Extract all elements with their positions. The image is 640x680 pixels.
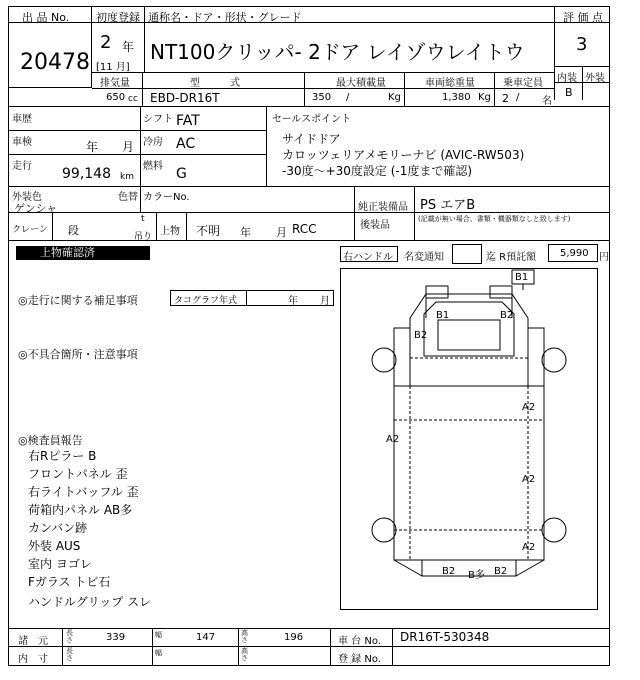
shift-label: シフト bbox=[143, 114, 173, 125]
inspector-line: Fガラス トビ石 bbox=[28, 575, 111, 589]
length-value: 339 bbox=[106, 632, 126, 643]
grade-label: 評 価 点 bbox=[563, 11, 603, 24]
fuel-value: G bbox=[176, 166, 187, 182]
inspector-line: 室内 ヨゴレ bbox=[28, 557, 92, 571]
lot-label: 出 品 No. bbox=[22, 11, 70, 24]
damage-b2-right: B2 bbox=[500, 310, 514, 321]
crane-label: クレーン bbox=[12, 225, 48, 235]
max-load: 350 bbox=[312, 92, 332, 103]
inspection-label: 車検 bbox=[12, 137, 32, 148]
inner-height-label: 高さ bbox=[241, 647, 248, 662]
rhd-label: 右ハンドル bbox=[343, 252, 393, 263]
mileage-value: 99,148 bbox=[62, 166, 111, 182]
equipment-value: PS エアB bbox=[420, 198, 476, 213]
max-load-label: 最大積載量 bbox=[336, 78, 386, 89]
damage-a2-right-mid: A2 bbox=[522, 474, 536, 485]
defects-label: ◎不具合箇所・注意事項 bbox=[18, 348, 138, 361]
inspector-line: ハンドルグリップ スレ bbox=[28, 595, 152, 609]
lot-number: 20478 bbox=[20, 50, 90, 75]
truck-diagram bbox=[340, 268, 598, 610]
selling-point-3: -30度～+30度設定 (-1度まで確認) bbox=[282, 164, 473, 178]
type-label: 型 式 bbox=[190, 78, 240, 89]
damage-a2-left: A2 bbox=[386, 434, 400, 445]
year-unit: 年 bbox=[122, 40, 135, 54]
tacho-year-unit: 年 bbox=[288, 296, 298, 307]
inspector-line: 外装 AUS bbox=[28, 539, 81, 553]
r-deposit-label: 迄 R預託額 bbox=[486, 252, 537, 263]
type-value: EBD-DR16T bbox=[150, 91, 220, 105]
equipment-label: 純正装備品 bbox=[358, 202, 408, 213]
exterior-label: 外装 bbox=[585, 73, 605, 84]
interior-label: 内装 bbox=[557, 73, 577, 84]
inspector-line: カンバン跡 bbox=[28, 521, 88, 535]
max-load-sep: / bbox=[346, 92, 350, 103]
selling-point-2: カロッツェリアメモリーナビ (AVIC-RW503) bbox=[282, 148, 525, 162]
gross-weight: 1,380 bbox=[442, 92, 471, 103]
capacity-unit: 名 bbox=[542, 96, 552, 107]
name-change-label: 名変通知 bbox=[404, 252, 444, 263]
fuel-label: 燃料 bbox=[143, 161, 163, 172]
inspector-line: 右ライトバッフル 歪 bbox=[28, 485, 139, 499]
width-value: 147 bbox=[196, 632, 216, 643]
capacity-label: 乗車定員 bbox=[503, 78, 543, 89]
first-reg-label: 初度登録 bbox=[96, 11, 140, 24]
chassis-value: DR16T-530348 bbox=[400, 630, 490, 644]
model-name: NT100クリッパ- 2ドア レイゾウレイトウ bbox=[150, 40, 525, 64]
model-label: 通称名・ドア・形状・グレード bbox=[148, 11, 302, 24]
damage-b2-rear-right: B2 bbox=[494, 566, 508, 577]
height-label: 高さ bbox=[241, 629, 248, 644]
upper-label: 上物 bbox=[160, 226, 180, 237]
displacement: 650 bbox=[106, 92, 126, 103]
running-notes-label: ◎走行に関する補足事項 bbox=[18, 294, 138, 307]
first-reg-month: [11 月] bbox=[96, 62, 130, 73]
inspector-line: 右Rピラー B bbox=[28, 449, 97, 463]
shift-value: FAT bbox=[176, 113, 200, 129]
inner-label: 内 寸 bbox=[18, 654, 48, 665]
aftermarket-note: (記載が無い場合、書類・機器類なしと致します) bbox=[418, 215, 571, 223]
interior-grade: B bbox=[565, 86, 573, 99]
upper-confirm-badge: 上物確認済 bbox=[16, 246, 150, 260]
height-value: 196 bbox=[284, 632, 304, 643]
mileage-unit: km bbox=[120, 172, 134, 182]
history-label: 車歴 bbox=[12, 114, 32, 125]
crane-tsuri: 吊り bbox=[134, 232, 153, 242]
capacity-sep: / bbox=[516, 92, 520, 103]
inner-width-label: 幅 bbox=[155, 649, 162, 657]
inner-length-label: 長さ bbox=[66, 647, 73, 662]
color-code-label: 色替 bbox=[118, 192, 138, 203]
tacho-month-unit: 月 bbox=[320, 296, 330, 307]
upper-type: RCC bbox=[292, 222, 317, 236]
inspector-line: フロントパネル 歪 bbox=[28, 467, 128, 481]
length-label: 長さ bbox=[66, 629, 73, 644]
selling-point-1: サイドドア bbox=[282, 132, 341, 146]
ac-label: 冷房 bbox=[143, 137, 163, 148]
r-deposit-value: 5,990 bbox=[560, 248, 589, 259]
displacement-label: 排気量 bbox=[100, 78, 130, 89]
color-label: 外装色 bbox=[12, 192, 42, 203]
name-change-box bbox=[452, 244, 482, 264]
inspection-month-unit: 月 bbox=[122, 140, 135, 154]
displacement-unit: cc bbox=[128, 94, 138, 104]
reg-label: 登 録 No. bbox=[338, 654, 381, 665]
damage-a2-right-top: A2 bbox=[522, 402, 536, 413]
mileage-label: 走行 bbox=[12, 161, 32, 172]
grade-value: 3 bbox=[576, 34, 588, 55]
inspector-line: 荷箱内パネル AB多 bbox=[28, 503, 133, 517]
crane-dan: 段 bbox=[68, 224, 79, 237]
r-deposit-unit: 円 bbox=[599, 252, 609, 263]
crane-t: t bbox=[141, 214, 145, 224]
color-value: ゲンシャ bbox=[14, 202, 58, 215]
upper-year-unit: 年 bbox=[240, 226, 251, 239]
damage-b1-top: B1 bbox=[515, 272, 529, 283]
capacity: 2 bbox=[502, 92, 509, 105]
damage-b-rear: B多 bbox=[468, 570, 485, 581]
dims-label: 諸 元 bbox=[18, 636, 48, 647]
inspector-label: ◎検査員報告 bbox=[18, 434, 83, 447]
first-reg-year: 2 bbox=[100, 32, 112, 53]
upper-value: 不明 bbox=[196, 224, 221, 238]
selling-points-label: セールスポイント bbox=[272, 114, 352, 125]
gross-weight-unit: Kg bbox=[478, 92, 491, 103]
inspection-year-unit: 年 bbox=[86, 140, 99, 154]
chassis-label: 車 台 No. bbox=[338, 636, 381, 647]
max-load-unit: Kg bbox=[388, 92, 401, 103]
aftermarket-label: 後装品 bbox=[360, 220, 390, 231]
color-no-label: カラーNo. bbox=[143, 192, 190, 203]
ac-value: AC bbox=[176, 136, 196, 152]
damage-b2-rear-left: B2 bbox=[442, 566, 456, 577]
tacho-label: タコグラフ年式 bbox=[174, 296, 238, 306]
upper-month-unit: 月 bbox=[276, 226, 287, 239]
width-label: 幅 bbox=[155, 631, 162, 639]
damage-b1-left: B1 bbox=[436, 310, 450, 321]
damage-a2-right-low: A2 bbox=[522, 542, 536, 553]
damage-b2-mid: B2 bbox=[414, 330, 428, 341]
gross-weight-label: 車両総重量 bbox=[425, 78, 475, 89]
